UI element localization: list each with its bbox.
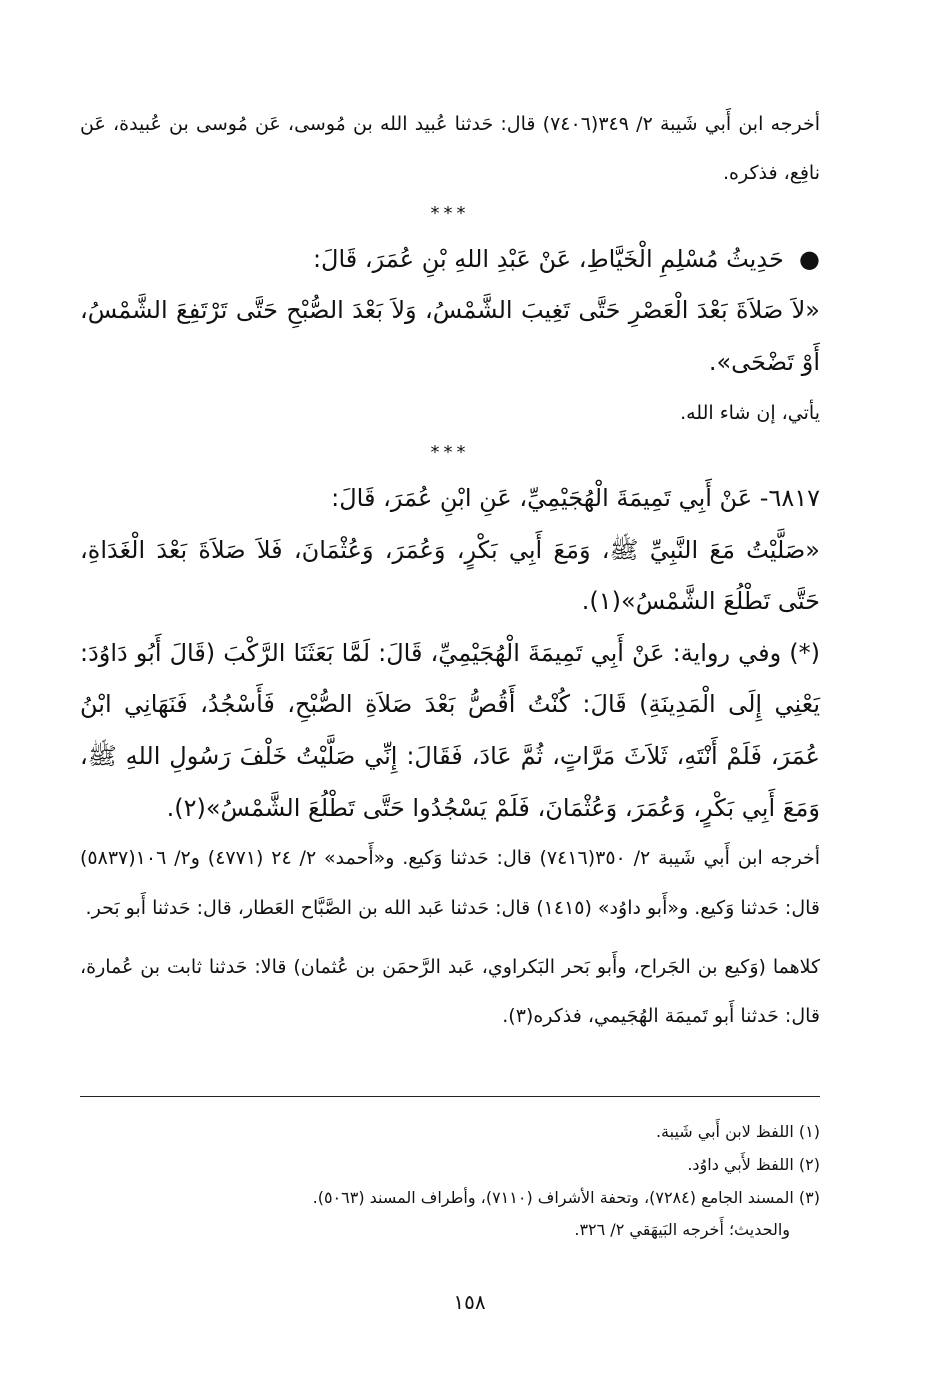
page-number: ١٥٨: [453, 1290, 486, 1314]
hadith-intro: [80, 234, 820, 286]
footnote-item: (٢) اللفظ لأَبي داوُد.: [687, 1154, 820, 1174]
hadith-text: «لاَ صَلاَةَ بَعْدَ الْعَصْرِ حَتَّى تَغِيبَ الشَّمْسُ، وَلاَ بَعْدَ الصُّبْحِ حَتَّى تَرْتَفِعَ الشَّمْسُ، أَوْ تَضْحَى».: [80, 296, 820, 376]
footnote-item: (١) اللفظ لابن أَبي شَيبة.: [655, 1122, 820, 1141]
footnote-divider: [80, 1096, 820, 1097]
hadith-6817-text: «صَلَّيْتُ مَعَ النَّبِيِّ ﷺ، وَمَعَ أَبِي بَكْرٍ، وَعُمَرَ، وَعُثْمَانَ، فَلاَ صَلاَةَ بَعْدَ الْغَدَاةِ، حَتَّى تَطْلُعَ الشَّمْسُ»(١).: [80, 535, 820, 616]
page-body: [80, 100, 820, 1042]
section-separator: ***: [430, 441, 470, 463]
section-separator: ***: [430, 202, 470, 224]
cross-reference-note: يأتي، إن شاء الله.: [680, 401, 820, 424]
hadith-intro-text: حَدِيثُ مُسْلِمِ الْخَيَّاطِ، عَنْ عَبْدِ اللهِ بْنِ عُمَرَ، قَالَ:: [312, 244, 784, 273]
takhrij-paragraph: أخرجه ابن أَبي شَيبة ٢/ ٣٤٩(٧٤٠٦) قال: حَدثنا عُبيد الله بن مُوسى، عَن مُوسى بن عُبيدة، عَن نافِع، فذكره.: [80, 113, 821, 185]
bullet-icon: ●: [783, 244, 820, 273]
footnote-item: والحديث؛ أَخرجه البَيهَقي ٢/ ٣٢٦.: [574, 1220, 790, 1240]
takhrij-paragraph: أخرجه ابن أَبي شَيبة ٢/ ٣٥٠(٧٤١٦) قال: حَدثنا وَكيع. و«أَحمد» ٢/ ٢٤ (٤٧٧١) و٢/ ١٠٦(٥٨٣٧) قال: حَدثنا وَكيع. و«أَبو داوُد» (١٤١٥) قال: حَدثنا عَبد الله بن الصَّبَّاح العَطار، قال: حَدثنا أَبو بَحر.: [80, 847, 821, 919]
footnote-item: (٣) المسند الجامع (٧٢٨٤)، وتحفة الأشراف (٧١١٠)، وأطراف المسند (٥٠٦٣).: [312, 1187, 820, 1207]
hadith-6817-riwaya: (*) وفي رواية: عَنْ أَبِي تَمِيمَةَ الْهُجَيْمِيِّ، قَالَ: لَمَّا بَعَثَنَا الرَّكْبَ (قَالَ أَبُو دَاوُدَ: يَعْنِي إِلَى الْمَدِينَةِ) قَالَ: كُنْتُ أَقُصُّ بَعْدَ صَلاَةِ الصُّبْحِ، فَأَسْجُدُ، فَنَهَانِي ابْنُ عُمَرَ، فَلَمْ أَنْتَهِ، ثَلاَثَ مَرَّاتٍ، ثُمَّ عَادَ، فَقَالَ: إِنِّي صَلَّيْتُ خَلْفَ رَسُولِ اللهِ ﷺ، وَمَعَ أَبِي بَكْرٍ، وَعُمَرَ، وَعُثْمَانَ، فَلَمْ يَسْجُدُوا حَتَّى تَطْلُعَ الشَّمْسُ»(٢).: [80, 638, 820, 822]
hadith-6817-intro: ٦٨١٧- عَنْ أَبِي تَمِيمَةَ الْهُجَيْمِيِّ، عَنِ ابْنِ عُمَرَ، قَالَ:: [331, 483, 820, 512]
takhrij-paragraph: كلاهما (وَكيع بن الجَراح، وأَبو بَحر البَكراوي، عَبد الرَّحمَن بن عُثمان) قالا: حَدثنا ثابت بن عُمارة، قال: حَدثنا أَبو تَميمَة الهُجَيمي، فذكره(٣).: [80, 955, 820, 1028]
footnotes: [80, 1116, 820, 1247]
